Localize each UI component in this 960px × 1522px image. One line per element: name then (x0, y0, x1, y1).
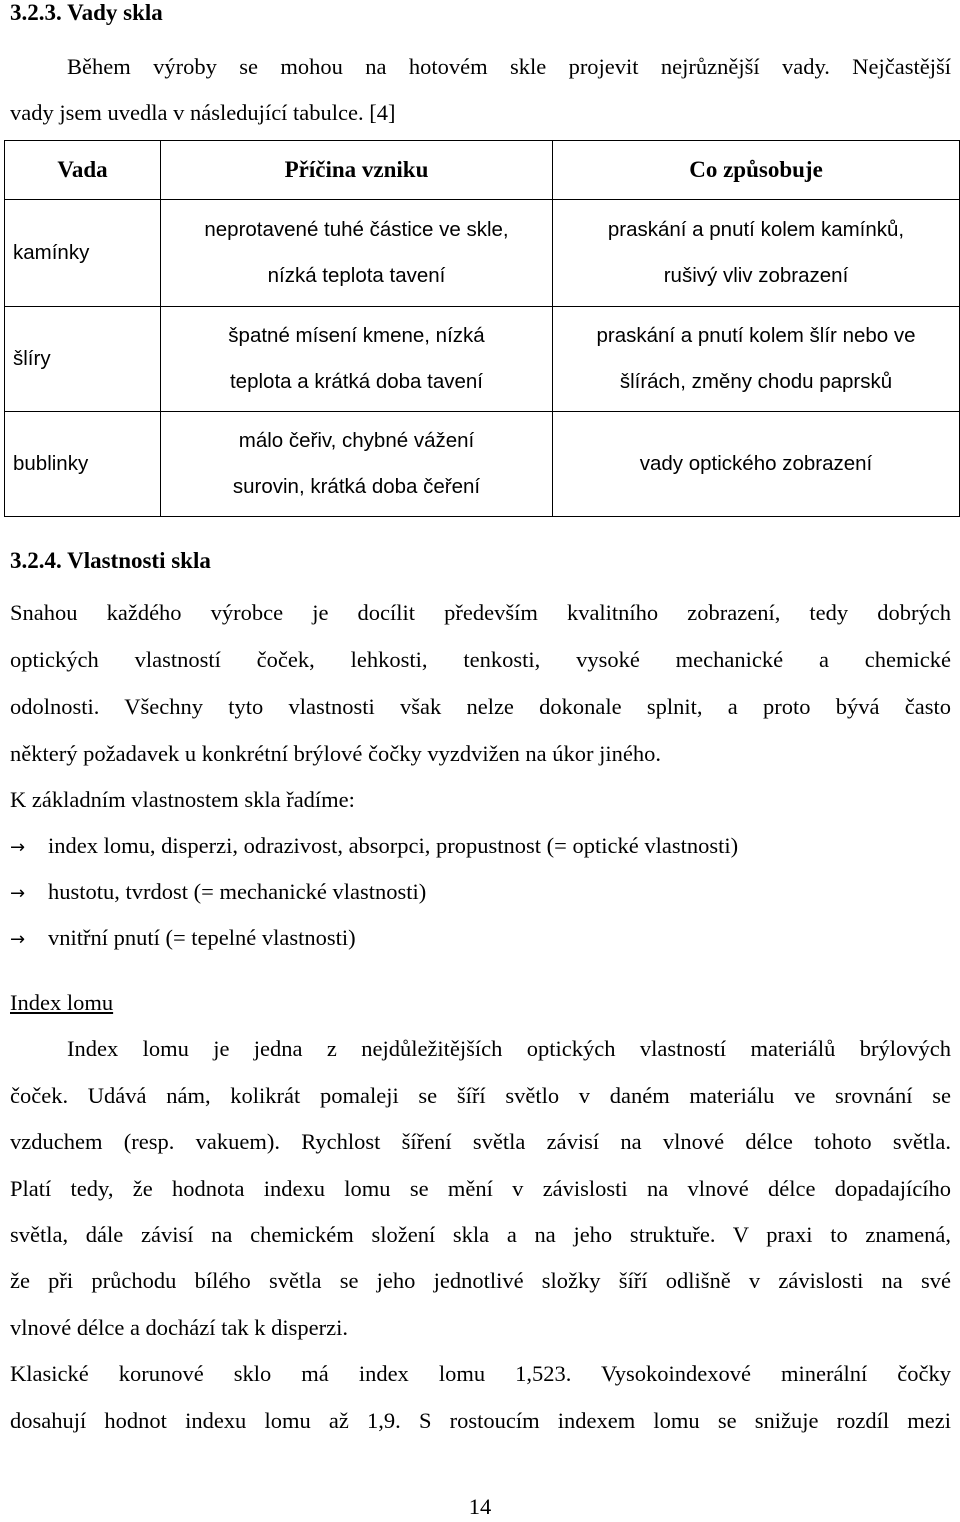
subsection-heading-index-lomu (10, 988, 951, 1018)
paragraph-line: vlnové délce a dochází tak k disperzi. (10, 1315, 348, 1340)
effect-cell (553, 412, 960, 517)
glass-defects-table (4, 140, 960, 517)
table-header-cell: Příčina vzniku (161, 141, 553, 200)
subsection-heading-text: Index lomu (10, 990, 114, 1015)
paragraph-line: některý požadavek u konkrétní brýlové čočky vyzdvižen na úkor jiného. (10, 741, 662, 766)
list-item-text: hustotu, tvrdost (= mechanické vlastnosti) (48, 879, 427, 904)
intro-paragraph-line: vady jsem uvedla v následující tabulce. [4] (10, 100, 396, 125)
table-row (5, 412, 960, 517)
table-header-row (5, 141, 960, 200)
section-heading-3-2-3: 3.2.3. Vady skla (10, 0, 163, 25)
cell-line: špatné mísení kmene, nízká (228, 324, 485, 347)
cell-line: šlírách, změny chodu paprsků (619, 370, 893, 393)
table-row (5, 307, 960, 412)
effect-cell (553, 200, 960, 307)
table-header-cell: Co způsobuje (553, 141, 960, 200)
paragraph-line: Index lomu je jedna z nejdůležitějších optických vlastností materiálů brýlových (67, 1036, 951, 1061)
list-item (10, 877, 426, 909)
cell-line: teplota a krátká doba tavení (229, 370, 483, 393)
list-intro: K základním vlastnostem skla řadíme: (10, 787, 355, 812)
cause-cell (161, 412, 553, 517)
table-header-cell: Vada (5, 141, 161, 200)
intro-paragraph-line: Během výroby se mohou na hotovém skle projevit nejrůznější vady. Nejčastější (67, 54, 951, 79)
cause-cell (161, 200, 553, 307)
paragraph-line: Snahou každého výrobce je docílit především kvalitního zobrazení, tedy dobrých (10, 600, 951, 625)
cell-line: rušivý vliv zobrazení (663, 264, 849, 287)
list-item (10, 923, 356, 955)
cell-line: praskání a pnutí kolem šlír nebo ve (596, 324, 916, 347)
defect-cell: šlíry (5, 307, 161, 412)
table-row (5, 200, 960, 307)
paragraph-line: dosahují hodnot indexu lomu až 1,9. S rostoucím indexem lomu se snižuje rozdíl mezi (10, 1408, 951, 1433)
cause-cell (161, 307, 553, 412)
section-heading-3-2-4: 3.2.4. Vlastnosti skla (10, 548, 211, 573)
paragraph-line: optických vlastností čoček, lehkosti, tenkosti, vysoké mechanické a chemické (10, 647, 951, 672)
paragraph-line: Klasické korunové sklo má index lomu 1,523. Vysokoindexové minerální čočky (10, 1361, 951, 1386)
paragraph-line: že při průchodu bílého světla se jeho jednotlivé složky šíří odlišně v závislosti na své (10, 1268, 951, 1293)
paragraph-line: Platí tedy, že hodnota indexu lomu se mění v závislosti na vlnové délce dopadajícího (10, 1176, 951, 1201)
defect-cell: bublinky (5, 412, 161, 517)
paragraph-line: odolnosti. Všechny tyto vlastnosti však nelze dokonale splnit, a proto bývá často (10, 694, 951, 719)
list-item-text: index lomu, disperzi, odrazivost, absorpci, propustnost (= optické vlastnosti) (48, 833, 739, 858)
cell-line: neprotavené tuhé částice ve skle, (204, 218, 509, 241)
page-number: 14 (468, 1494, 492, 1519)
paragraph-line: světla, dále závisí na chemickém složení skla a na jeho struktuře. V praxi to znamená, (10, 1222, 951, 1247)
cell-line: nízká teplota tavení (267, 264, 446, 287)
list-item-text: vnitřní pnutí (= tepelné vlastnosti) (48, 925, 356, 950)
cell-line: vady optického zobrazení (639, 452, 873, 475)
cell-line: surovin, krátká doba čeření (232, 475, 481, 498)
list-item (10, 831, 738, 863)
arrow-icon: → (10, 883, 26, 904)
paragraph-line: čoček. Udává nám, kolikrát pomaleji se šíří světlo v daném materiálu ve srovnání se (10, 1083, 951, 1108)
arrow-icon: → (10, 837, 26, 858)
paragraph-line: vzduchem (resp. vakuem). Rychlost šíření světla závisí na vlnové délce tohoto světla. (10, 1129, 951, 1154)
cell-line: praskání a pnutí kolem kamínků, (607, 218, 905, 241)
defect-cell: kamínky (5, 200, 161, 307)
effect-cell (553, 307, 960, 412)
arrow-icon: → (10, 929, 26, 950)
cell-line: málo čeřiv, chybné vážení (238, 429, 475, 452)
